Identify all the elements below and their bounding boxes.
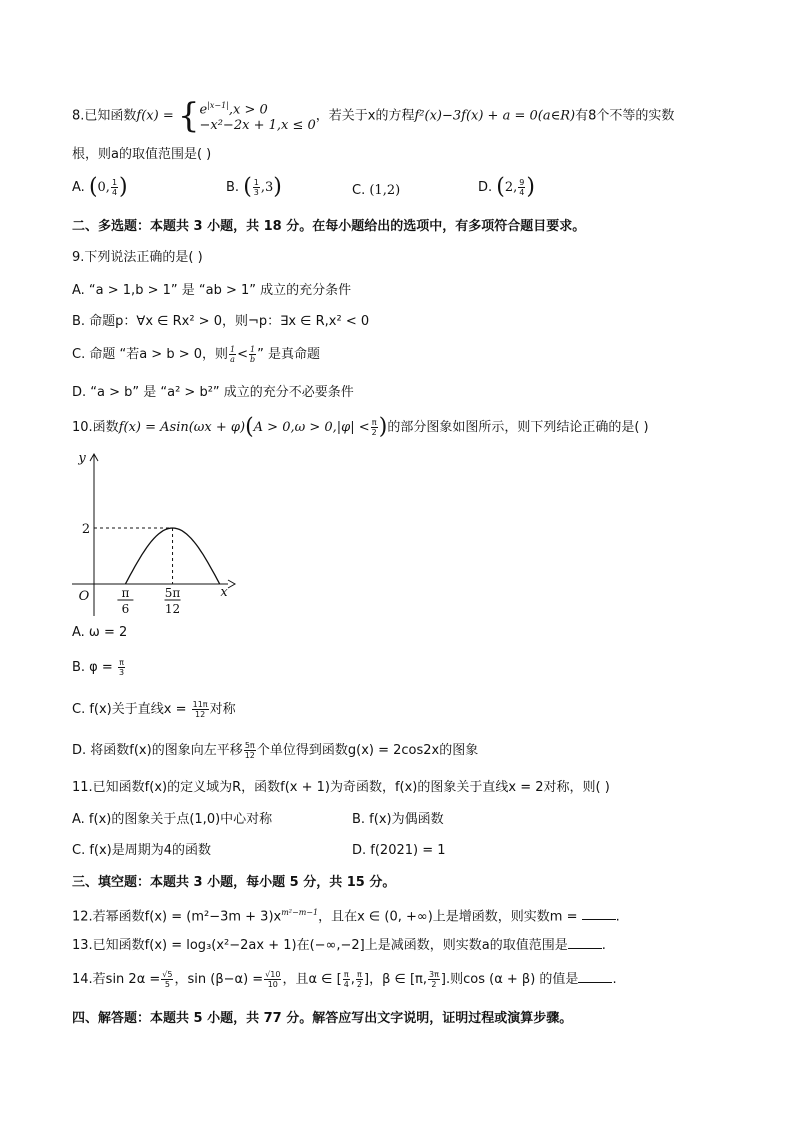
- q8-option-c: C. (1,2): [352, 183, 401, 198]
- x-tick-denominator-0: 6: [121, 602, 130, 616]
- q11-option-c: C. f(x)是周期为4的函数: [72, 843, 212, 858]
- q9-option-b: B. 命题p：∀x ∈ Rx² > 0，则¬p：∃x ∈ R,x² < 0: [72, 314, 370, 329]
- q10-stem: 10.函数f(x) = Asin(ωx + φ)(A > 0,ω > 0,|φ| < $\frac{\pi}{2}$ )的部分图象如图所示，则下列结论正确的是( ): [72, 414, 649, 440]
- brace-symbol: {: [177, 96, 200, 137]
- answer-blank[interactable]: [568, 936, 602, 949]
- answer-blank[interactable]: [578, 970, 612, 983]
- q14-stem: 14.若sin 2α = $\frac{√5}{5}$ ，sin (β−α) = $\frac{√10}{10}$ ，且α ∈ [ $\frac{\pi}{4}$ , $\frac{\pi}{2}$ ]，β ∈ [π, $\frac{3\pi}{2}$ ].则cos (α + β) 的值是 .: [72, 970, 617, 989]
- x-axis-label: x: [220, 585, 228, 600]
- q9-option-d: D. “a > b” 是 “a² > b²” 成立的充分不必要条件: [72, 385, 354, 400]
- x-tick-numerator-0: π: [121, 586, 130, 600]
- section-heading-multiple-choice: 二、多选题：本题共 3 小题，共 18 分。在每小题给出的选项中，有多项符合题目要求。: [72, 219, 586, 234]
- q9-stem: 9.下列说法正确的是( ): [72, 250, 203, 265]
- q11-option-d: D. f(2021) = 1: [352, 843, 446, 858]
- answer-blank[interactable]: [582, 907, 616, 920]
- q11-option-a: A. f(x)的图象关于点(1,0)中心对称: [72, 812, 273, 827]
- x-tick-denominator-1: 12: [164, 602, 181, 616]
- q11-option-b: B. f(x)为偶函数: [352, 812, 444, 827]
- sine-graph: [68, 448, 238, 618]
- q10-option-d: D. 将函数f(x)的图象向左平移 $\frac{5\pi}{12}$ 个单位得到函数g(x) = 2cos2x的图象: [72, 741, 479, 760]
- q9-option-a: A. “a > 1,b > 1” 是 “ab > 1” 成立的充分条件: [72, 283, 352, 298]
- x-tick-numerator-1: 5π: [164, 586, 181, 600]
- q11-stem: 11.已知函数f(x)的定义域为R，函数f(x + 1)为奇函数，f(x)的图象关于直线x = 2对称，则( ): [72, 780, 610, 795]
- q8-option-d: D. (2, $\frac{9}{4}$ ): [478, 174, 535, 200]
- q8-stem-line2: 根，则a的取值范围是( ): [72, 147, 212, 162]
- q12-stem: 12.若幂函数$f(x) = (m^2-3m + 3)x^{m^2-m-1}$，且在x ∈ (0, +∞)上是增函数，则实数m = .: [72, 908, 620, 925]
- q8-option-b: B. ( $\frac{1}{3}$ ,3): [226, 174, 282, 200]
- x-axis-arrow: [228, 580, 235, 588]
- q9-option-c: C. 命题 “若a > b > 0，则 $\frac{1}{a}$ < $\frac{1}{b}$ ” 是真命题: [72, 345, 321, 364]
- y-tick-label: 2: [81, 522, 91, 537]
- section-heading-solutions: 四、解答题：本题共 5 小题，共 77 分。解答应写出文字说明，证明过程或演算步骤。: [72, 1011, 573, 1026]
- y-axis-label: y: [78, 451, 86, 466]
- q8-option-a: A. (0, $\frac{1}{4}$ ): [72, 174, 128, 200]
- q8-stem: 8.已知函数f(x) = { $e^{|x-1|},x > 0$ −x²−2x + 1,x ≤ 0 ，若关于x的方程f²(x)−3f(x) + a = 0(a∈R)有8个不等的实数: [72, 96, 675, 137]
- q10-option-c: C. f(x)关于直线x = $\frac{11\pi}{12}$ 对称: [72, 700, 236, 719]
- piecewise-definition: $e^{|x-1|},x > 0$ −x²−2x + 1,x ≤ 0: [199, 101, 316, 134]
- q10-option-a: A. ω = 2: [72, 625, 128, 640]
- origin-label: O: [78, 589, 90, 604]
- section-heading-fill-in: 三、填空题：本题共 3 小题，每小题 5 分，共 15 分。: [72, 875, 396, 890]
- q13-stem: 13.已知函数f(x) = log₃(x²−2ax + 1)在(−∞,−2]上是减函数，则实数a的取值范围是 .: [72, 938, 606, 953]
- q10-option-b: B. φ = $\frac{\pi}{3}$: [72, 658, 125, 677]
